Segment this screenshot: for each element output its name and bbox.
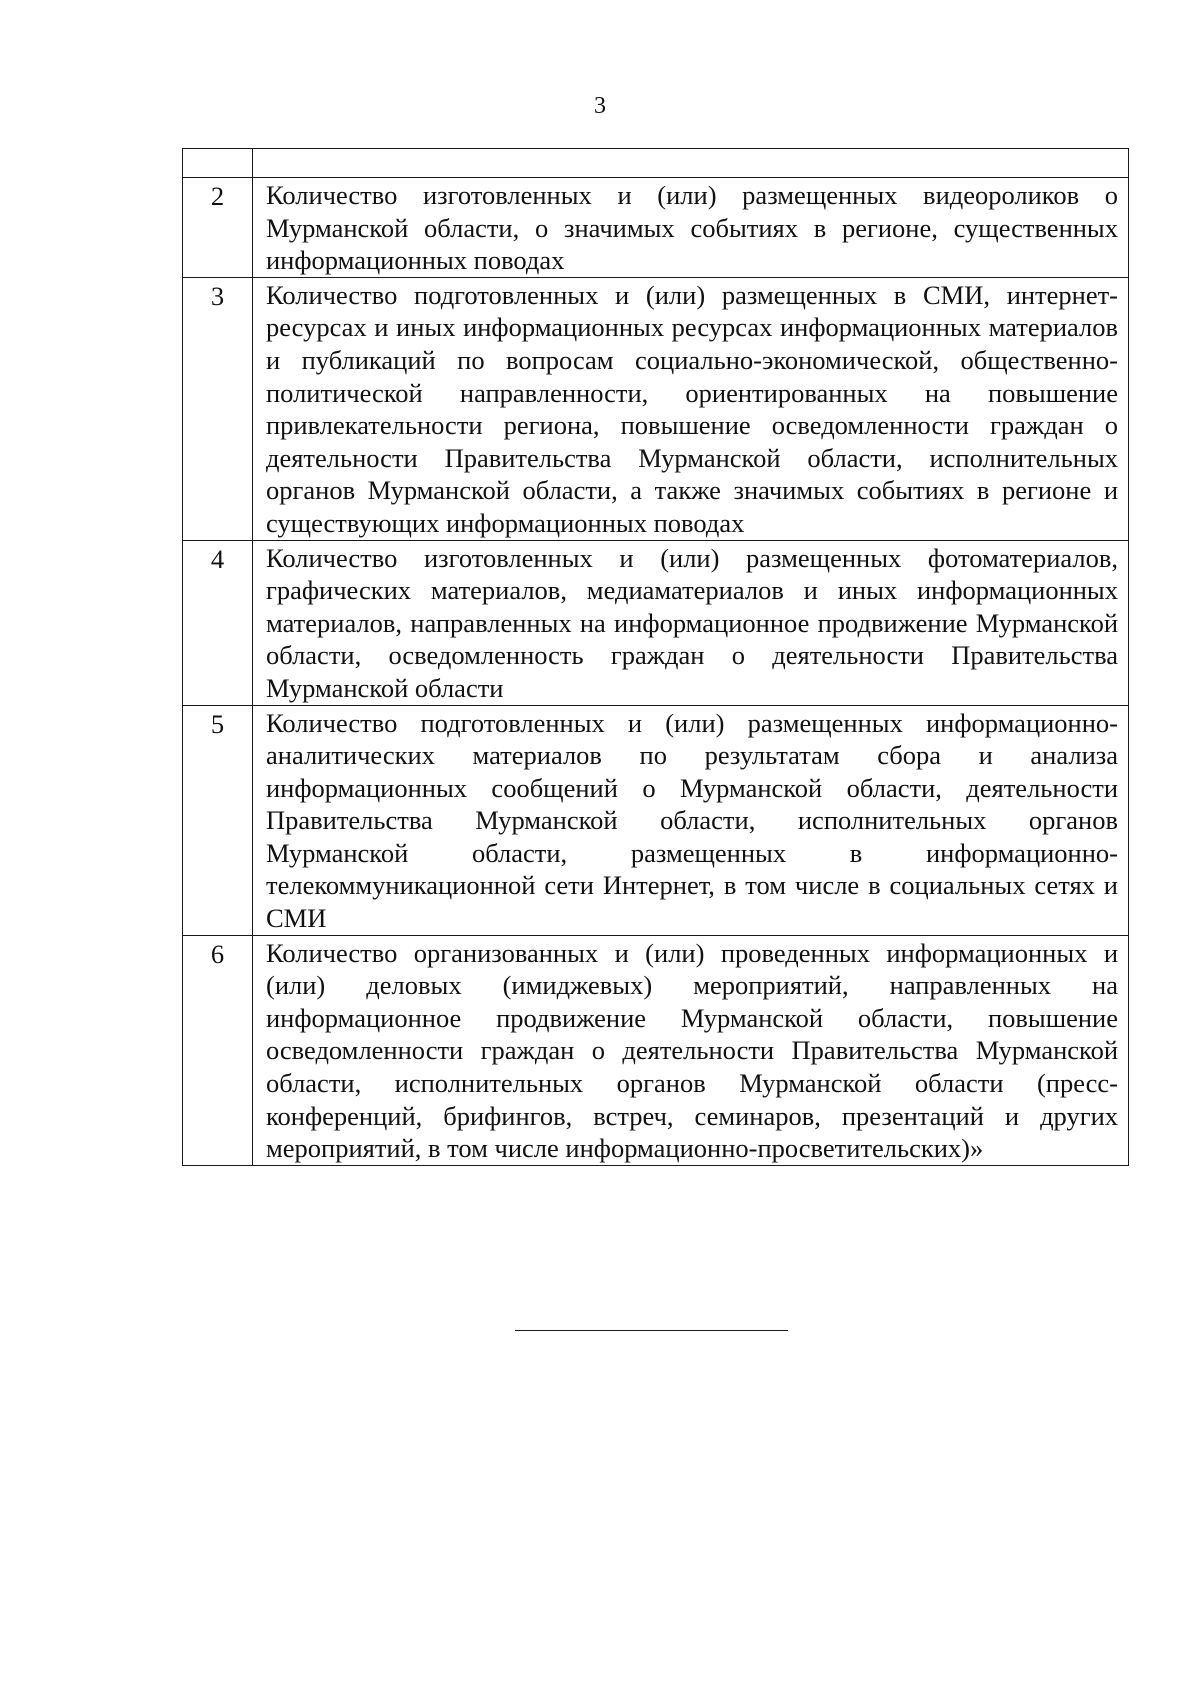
row-number: 5 <box>183 705 253 935</box>
row-description: Количество изготовленных и (или) размещенных фотоматериалов, графических материалов, медиаматериалов и иных информационных материалов, направленных на информационное продвижение Мурманской области, осведомленность граждан о деятельности Правительства Мурманской области <box>253 540 1129 705</box>
page-number: 3 <box>594 93 606 119</box>
row-description: Количество изготовленных и (или) размещенных видеороликов о Мурманской области, о значимых событиях в регионе, существенных информационных поводах <box>253 178 1129 278</box>
table-row <box>183 178 1129 278</box>
row-number: 3 <box>183 277 253 540</box>
header-cell-description <box>253 149 1129 178</box>
row-description: Количество подготовленных и (или) размещенных информационно-аналитических материалов по результатам сбора и анализа информационных сообщений о Мурманской области, деятельности Правительства Мурманской области, исполнительных органов Мурманской области, размещенных в информационно-телекоммуникационной сети Интернет, в том числе в социальных сетях и СМИ <box>253 705 1129 935</box>
header-cell-number <box>183 149 253 178</box>
table-row <box>183 540 1129 705</box>
row-number: 6 <box>183 935 253 1165</box>
table-header-row <box>183 149 1129 178</box>
table-row <box>183 705 1129 935</box>
table-row <box>183 935 1129 1165</box>
row-description: Количество организованных и (или) проведенных информационных и (или) деловых (имиджевых) мероприятий, направленных на информационное продвижение Мурманской области, повышение осведомленности граждан о деятельности Правительства Мурманской области, исполнительных органов Мурманской области (пресс-конференций, брифингов, встреч, семинаров, презентаций и других мероприятий, в том числе информационно-просветительских)» <box>253 935 1129 1165</box>
row-number: 4 <box>183 540 253 705</box>
end-separator-line <box>515 1330 788 1331</box>
row-number: 2 <box>183 178 253 278</box>
indicators-table <box>182 148 1129 1166</box>
row-description: Количество подготовленных и (или) размещенных в СМИ, интернет-ресурсах и иных информационных ресурсах информационных материалов и публикаций по вопросам социально-экономической, общественно-политической направленности, ориентированных на повышение привлекательности региона, повышение осведомленности граждан о деятельности Правительства Мурманской области, исполнительных органов Мурманской области, а также значимых событиях в регионе и существующих информационных поводах <box>253 277 1129 540</box>
table-row <box>183 277 1129 540</box>
